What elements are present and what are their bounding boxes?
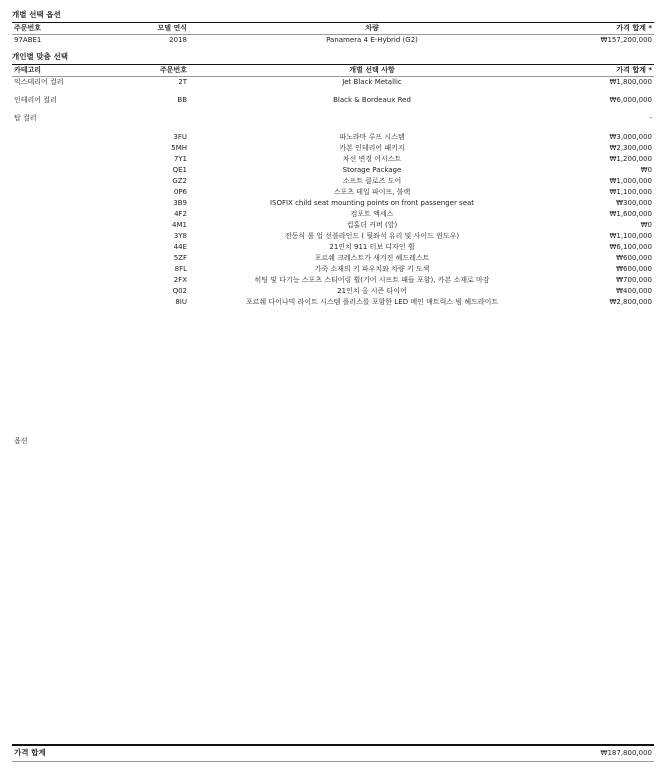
header-price-total: 가격 합계 * bbox=[616, 24, 652, 32]
option-desc: 스포츠 테일 파이프, 블랙 bbox=[333, 188, 411, 196]
option-row bbox=[12, 264, 654, 275]
total-label: 가격 합계 bbox=[14, 748, 46, 757]
order-code: BB bbox=[177, 96, 187, 104]
options-list bbox=[12, 132, 654, 308]
option-price: ₩1,000,000 bbox=[609, 177, 652, 185]
price: ₩1,800,000 bbox=[609, 78, 652, 86]
option-code: 44E bbox=[173, 243, 187, 251]
total-row bbox=[12, 746, 654, 760]
option-price: ₩600,000 bbox=[616, 265, 652, 273]
option-code: 3Y8 bbox=[173, 232, 187, 240]
order-code: 2T bbox=[178, 78, 187, 86]
option-row bbox=[12, 275, 654, 286]
option-desc: ISOFIX child seat mounting points on front passenger seat bbox=[269, 199, 475, 207]
option-code: 5MH bbox=[171, 144, 187, 152]
selection-desc: Jet Black Metallic bbox=[342, 78, 402, 86]
option-row bbox=[12, 297, 654, 308]
option-desc: 파노라마 루프 시스템 bbox=[339, 133, 405, 141]
option-price: ₩1,200,000 bbox=[609, 155, 652, 163]
header-category: 카테고리 bbox=[14, 66, 42, 74]
option-desc: Storage Package bbox=[342, 166, 402, 174]
option-code: 8FL bbox=[174, 265, 187, 273]
options-label: 옵션 bbox=[14, 437, 28, 445]
model-row bbox=[12, 35, 654, 46]
option-code: 8IU bbox=[175, 298, 187, 306]
header-vehicle: 차량 bbox=[365, 24, 379, 32]
header-order-number: 주문번호 bbox=[14, 24, 42, 32]
option-code: 3B9 bbox=[173, 199, 187, 207]
color-row-exterior bbox=[12, 77, 654, 88]
option-code: 7Y1 bbox=[173, 155, 187, 163]
option-row bbox=[12, 286, 654, 297]
category-label: 탑 컬러 bbox=[14, 114, 37, 122]
option-row bbox=[12, 187, 654, 198]
option-code: 5ZF bbox=[173, 254, 187, 262]
model-vehicle: Panamera 4 E-Hybrid (G2) bbox=[326, 36, 418, 44]
option-desc: 전동식 롤 업 선블라인드 ( 뒷좌석 유리 및 사이드 윈도우) bbox=[284, 232, 460, 240]
selection-desc: Black & Bordeaux Red bbox=[333, 96, 411, 104]
divider bbox=[12, 761, 654, 762]
option-desc: 21인치 911 터보 디자인 휠 bbox=[329, 243, 415, 251]
option-row bbox=[12, 154, 654, 165]
price: - bbox=[649, 114, 652, 122]
custom-section-title: 개인별 맞춤 선택 bbox=[12, 52, 68, 61]
color-row-interior bbox=[12, 95, 654, 106]
header-order-number: 주문번호 bbox=[159, 66, 187, 74]
option-row bbox=[12, 165, 654, 176]
option-price: ₩1,100,000 bbox=[609, 188, 652, 196]
option-desc: 카본 인테리어 패키지 bbox=[339, 144, 405, 152]
option-row bbox=[12, 198, 654, 209]
option-price: ₩0 bbox=[640, 166, 652, 174]
option-row bbox=[12, 209, 654, 220]
option-desc: 가죽 소재의 키 파우치와 차량 키 도색 bbox=[314, 265, 430, 273]
model-section-title: 개별 선택 옵션 bbox=[12, 10, 61, 19]
option-price: ₩1,100,000 bbox=[609, 232, 652, 240]
option-desc: 소프트 클로즈 도어 bbox=[342, 177, 402, 185]
configuration-summary bbox=[12, 8, 654, 308]
option-price: ₩0 bbox=[640, 221, 652, 229]
option-code: GZ2 bbox=[172, 177, 187, 185]
option-price: ₩700,000 bbox=[616, 276, 652, 284]
header-model-year: 모델 연식 bbox=[157, 24, 187, 32]
option-row bbox=[12, 176, 654, 187]
header-price-total: 가격 합계 * bbox=[616, 66, 652, 74]
option-row bbox=[12, 242, 654, 253]
model-price: ₩157,200,000 bbox=[600, 36, 652, 44]
option-code: QE1 bbox=[172, 166, 187, 174]
option-desc: 컴포트 액세스 bbox=[350, 210, 394, 218]
option-desc: 포르쉐 다이나믹 라이트 시스템 플러스를 포함한 LED 메인 매트릭스 빔 헤드라이트 bbox=[245, 298, 499, 306]
option-desc: 21인치 올 시즌 타이어 bbox=[337, 287, 407, 295]
header-selection: 개별 선택 사항 bbox=[349, 66, 395, 74]
option-desc: 차선 변경 어시스트 bbox=[342, 155, 402, 163]
option-code: 0P6 bbox=[173, 188, 187, 196]
option-code: 4F2 bbox=[174, 210, 187, 218]
category-label: 익스테리어 컬러 bbox=[14, 78, 64, 86]
option-price: ₩2,300,000 bbox=[609, 144, 652, 152]
option-price: ₩400,000 bbox=[616, 287, 652, 295]
total-value: ₩187,800,000 bbox=[600, 749, 652, 757]
option-row bbox=[12, 253, 654, 264]
option-desc: 컵홀더 커버 (앞) bbox=[346, 221, 398, 229]
option-code: Q02 bbox=[172, 287, 187, 295]
option-row bbox=[12, 143, 654, 154]
option-price: ₩600,000 bbox=[616, 254, 652, 262]
model-year: 2018 bbox=[169, 36, 187, 44]
option-price: ₩6,100,000 bbox=[609, 243, 652, 251]
option-row bbox=[12, 132, 654, 143]
category-label: 인테리어 컬러 bbox=[14, 96, 57, 104]
option-code: 3FU bbox=[173, 133, 187, 141]
price: ₩6,000,000 bbox=[609, 96, 652, 104]
option-row bbox=[12, 231, 654, 242]
option-price: ₩1,600,000 bbox=[609, 210, 652, 218]
model-header-row bbox=[12, 23, 654, 34]
option-desc: 히팅 및 다기능 스포츠 스티어링 휠(기어 시프트 패들 포함), 카본 소재로 마감 bbox=[254, 276, 490, 284]
color-row-top bbox=[12, 113, 654, 124]
custom-header-row bbox=[12, 65, 654, 76]
option-row bbox=[12, 220, 654, 231]
option-desc: 포르쉐 크레스트가 새겨진 헤드레스트 bbox=[314, 254, 430, 262]
option-price: ₩300,000 bbox=[616, 199, 652, 207]
option-code: 4M1 bbox=[172, 221, 187, 229]
option-price: ₩3,000,000 bbox=[609, 133, 652, 141]
price-total-footer bbox=[12, 744, 654, 762]
option-price: ₩2,800,000 bbox=[609, 298, 652, 306]
option-code: 2FX bbox=[173, 276, 187, 284]
model-code: 97ABE1 bbox=[14, 36, 42, 44]
